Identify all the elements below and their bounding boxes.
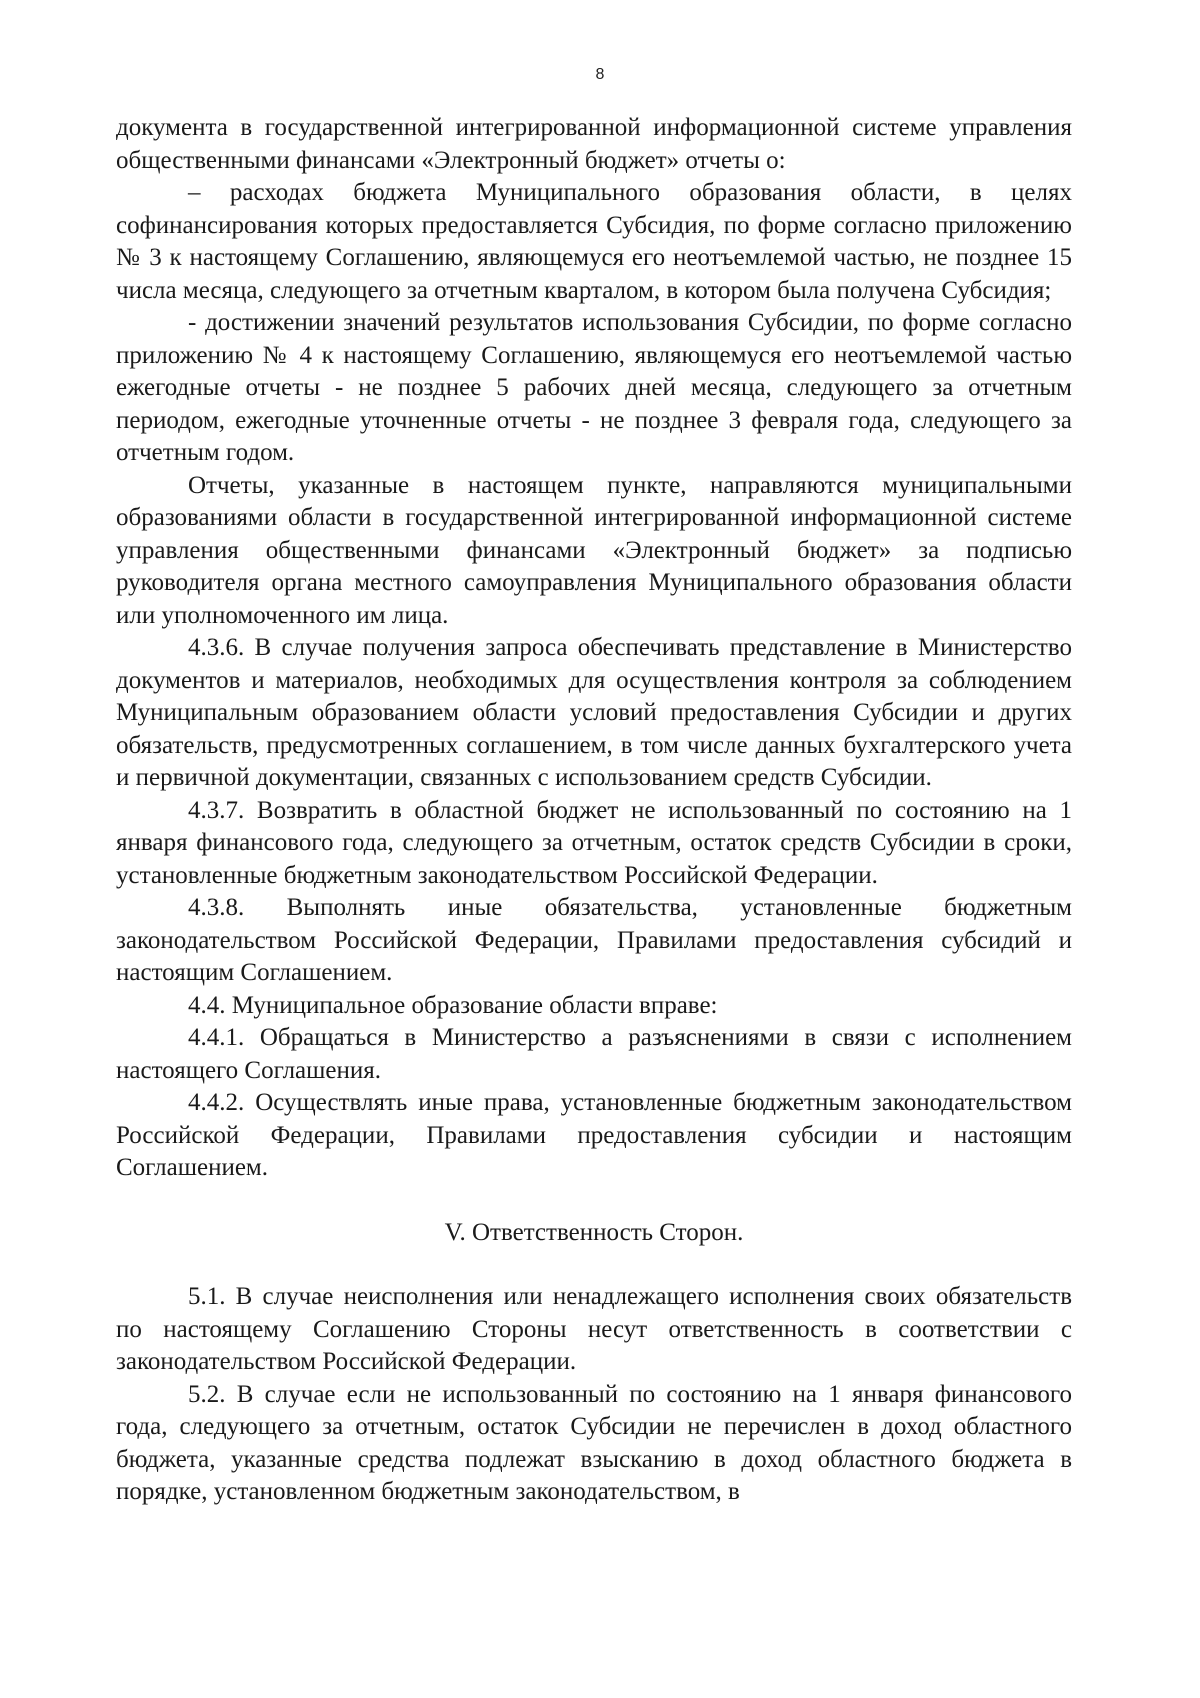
clause-4-3-8: 4.3.8. Выполнять иные обязательства, установленные бюджетным законодательством Российской Федерации, Правилами предоставления субсидий и настоящим Соглашением.: [116, 894, 1072, 986]
paragraph-results-report: - достижении значений результатов использования Субсидии, по форме согласно приложению № 4 к настоящему Соглашению, являющемуся его неотъемлемой частью ежегодные отчеты - не позднее 5 рабочих дней месяца, следующего за отчетным периодом, ежегодные уточненные отчеты - не позднее 3 февраля года, следующего за отчетным годом.: [116, 309, 1072, 466]
paragraph-continuation: документа в государственной интегрированной информационной системе управления общественными финансами «Электронный бюджет» отчеты о:: [116, 114, 1072, 174]
section-heading: V. Ответственность Сторон.: [444, 1218, 744, 1246]
clause-4-3-6: 4.3.6. В случае получения запроса обеспечивать представление в Министерство документов и материалов, необходимых для осуществления контроля за соблюдением Муниципальным образованием области условий предоставления Субсидии и других обязательств, предусмотренных соглашением, в том числе данных бухгалтерского учета и первичной документации, связанных с использованием средств Субсидии.: [116, 634, 1072, 791]
paragraph-expenditure-report: – расходах бюджета Муниципального образования области, в целях софинансирования которых предоставляется Субсидия, по форме согласно приложению № 3 к настоящему Соглашению, являющемуся его неотъемлемой частью, не позднее 15 числа месяца, следующего за отчетным кварталом, в котором была получена Субсидия;: [116, 179, 1072, 304]
page-number: 8: [595, 66, 605, 83]
clause-4-4-1: 4.4.1. Обращаться в Министерство а разъяснениями в связи с исполнением настоящего Соглашения.: [116, 1024, 1072, 1084]
clause-4-4: 4.4. Муниципальное образование области вправе:: [188, 991, 718, 1019]
clause-4-4-2: 4.4.2. Осуществлять иные права, установленные бюджетным законодательством Российской Федерации, Правилами предоставления субсидии и настоящим Соглашением.: [116, 1089, 1072, 1181]
clause-4-3-7: 4.3.7. Возвратить в областной бюджет не использованный по состоянию на 1 января финансового года, следующего за отчетным, остаток средств Субсидии в сроки, установленные бюджетным законодательством Российской Федерации.: [116, 796, 1072, 889]
paragraph-reports-submission: Отчеты, указанные в настоящем пункте, направляются муниципальными образованиями области в государственной интегрированной информационной системе управления общественными финансами «Электронный бюджет» за подписью руководителя органа местного самоуправления Муниципального образования области или уполномоченного им лица.: [116, 471, 1072, 629]
clause-5-1: 5.1. В случае неисполнения или ненадлежащего исполнения своих обязательств по настоящему Соглашению Стороны несут ответственность в соответствии с законодательством Российской Федерации.: [116, 1283, 1072, 1375]
document-body: [116, 112, 1072, 1509]
clause-5-2: 5.2. В случае если не использованный по состоянию на 1 января финансового года, следующего за отчетным, остаток Субсидии не перечислен в доход областного бюджета, указанные средства подлежат взысканию в доход областного бюджета в порядке, установленном бюджетным законодательством, в: [116, 1380, 1072, 1505]
